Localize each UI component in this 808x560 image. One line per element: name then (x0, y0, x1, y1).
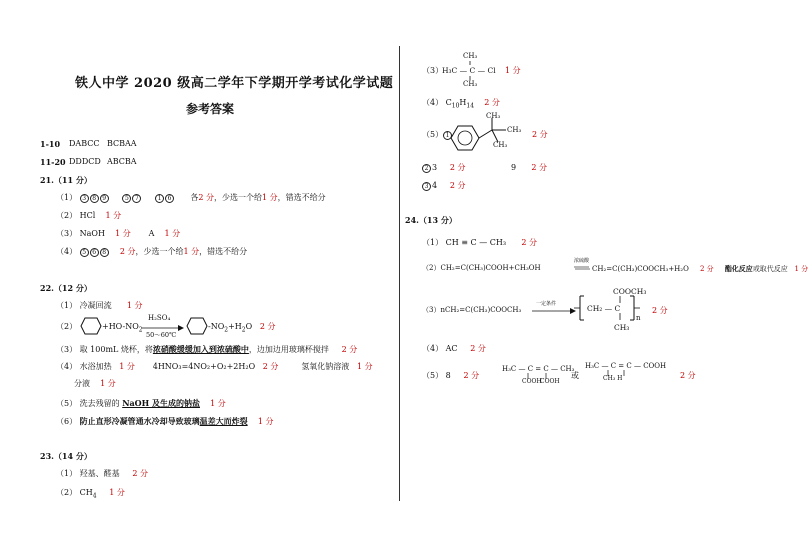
r3-ch3-top: CH₃ (463, 52, 478, 60)
circled-number: 8 (90, 194, 99, 203)
q24-r4-no: （4） (422, 344, 444, 353)
q24-r5-f1b: COOH (522, 378, 542, 385)
score: 1 分 (505, 66, 521, 75)
q21-row1 (56, 193, 326, 203)
q23-r1-answer: 羟基、醛基 (79, 469, 120, 478)
circled-number: 5 (80, 248, 89, 257)
q24-r2-alt: 或取代反应 (752, 265, 788, 273)
score: 2 分 (699, 265, 714, 273)
q22-r4-answer3: 氢氧化钠溶液 (301, 362, 350, 371)
q21-r2-answer: HCl (79, 211, 96, 220)
q22-row6 (56, 416, 273, 427)
r5b-extra-value: 9 (511, 163, 517, 172)
benzene-ring-icon (80, 317, 102, 335)
circled-number: 3 (80, 194, 89, 203)
q23-row2 (56, 488, 125, 502)
q24-r5-f2b: CH₃ H (603, 375, 623, 382)
q24-r3-n: n (636, 314, 641, 322)
r4-answer: C (445, 98, 452, 107)
q24-row3 (422, 306, 521, 315)
subscript: 10 (451, 102, 460, 110)
q21-r1-group3 (155, 193, 175, 202)
q23-r2-no: （2） (56, 488, 78, 497)
q21-row4 (56, 247, 247, 257)
q22-row3 (56, 344, 357, 355)
page-subtitle: 参考答案 (186, 102, 235, 116)
score: 2 分 (341, 345, 358, 354)
q24-r5-or: 或 (571, 371, 579, 380)
q24-r4-answer: AC (445, 344, 458, 353)
score: 1 分 (100, 379, 116, 388)
product-tail: +H (228, 322, 242, 331)
circled-number: 9 (100, 194, 109, 203)
r5b-row (422, 163, 465, 173)
q22-r1-no: （1） (56, 301, 78, 310)
subscript: 2 (241, 326, 246, 334)
q21-r1-text2: ，少选一个给 (213, 193, 262, 202)
q22-r5-key: NaOH 及生成的钠盐 (122, 398, 200, 408)
q22-r3-text3: ，边加边用玻璃杯搅拌 (248, 345, 329, 354)
mc-label-1: 1-10 (40, 139, 61, 149)
r5-ch3-right: CH₃ (507, 126, 522, 134)
q22-row1 (56, 301, 143, 311)
benzene-ring-icon (186, 317, 208, 335)
q21-r1-group2 (122, 193, 142, 202)
score: 2 分 (531, 163, 547, 172)
r5-ch3-bottom: CH₃ (493, 141, 508, 149)
q21-r4-text1: ，少选一个给 (135, 247, 184, 256)
q24-r2-key: 酯化反应 (724, 264, 753, 273)
score: 2 分 (532, 130, 548, 139)
q21-r1-text1: 各 (190, 193, 199, 202)
score: 1 分 (105, 211, 122, 220)
score: 1 分 (356, 362, 373, 371)
q22-r3-text1: 取 100mL 烧杯，将 (79, 345, 153, 354)
r4-row (422, 98, 500, 112)
q21-r1-text3: ，错选不给分 (277, 193, 326, 202)
q22-r4b-answer: 分液 (74, 379, 90, 388)
circled-number: 5 (122, 194, 131, 203)
score: 2 分 (463, 371, 480, 380)
q24-r2-cond: 浓硫酸 (574, 258, 590, 264)
circled-number: 3 (422, 182, 431, 191)
score: 1 分 (183, 247, 200, 256)
q24-r1-no: （1） (422, 238, 444, 247)
reaction-arrow-icon (532, 308, 576, 314)
q21-r3-answer1: NaOH (79, 229, 105, 238)
q21-row2 (56, 211, 121, 221)
score: 1 分 (164, 229, 181, 238)
score: 2 分 (198, 193, 214, 202)
r4-no: （4） (422, 98, 444, 107)
score: 1 分 (261, 193, 278, 202)
q21-r1-no: （1） (56, 193, 78, 202)
score: 2 分 (259, 322, 276, 331)
equilibrium-arrow-icon (574, 265, 590, 271)
score: 1 分 (794, 265, 808, 273)
q24-r5-no: （5） (422, 371, 444, 380)
r5-no: （5） (422, 130, 444, 139)
circled-number: 6 (165, 194, 174, 203)
q24-r3-bottom: CH₃ (614, 323, 630, 332)
q22-r4-no: （4） (56, 362, 78, 371)
q24-r5-f2a: H₃C — C = C — COOH (585, 362, 667, 370)
reagent: +HO-NO (102, 322, 139, 331)
score: 2 分 (470, 344, 486, 353)
score: 1 分 (126, 301, 143, 310)
oxygen: O (245, 322, 253, 331)
q21-heading: 21.（11 分） (40, 175, 92, 185)
q22-r6-no: （6） (56, 417, 78, 426)
q21-row3 (56, 229, 180, 239)
column-divider (399, 46, 400, 501)
q22-r2-product (208, 322, 275, 336)
q24-r3-equation: nCH₂=C(CH₃)COOCH₃ (440, 306, 522, 314)
page-title: 铁人中学 2020 级高二学年下学期开学考试化学试题 (75, 76, 394, 91)
subscript: 4 (92, 492, 97, 500)
r5c-row (422, 181, 465, 191)
r5c-answer: 4 (432, 181, 438, 190)
q24-r5-f1c: COOH (540, 378, 560, 385)
q24-row2 (422, 264, 541, 273)
q22-r5-text1: 洗去残留的 (79, 399, 123, 408)
q24-r5-f1a: H₃C — C = C — CH₃ (502, 365, 575, 373)
q21-r4-no: （4） (56, 247, 78, 256)
q24-r2-equation: CH₂=C(CH₃)COOH+CH₃OH (440, 264, 541, 272)
q23-row1 (56, 469, 148, 479)
score: 2 分 (262, 362, 279, 371)
q22-r2-no: （2） (56, 322, 78, 331)
q24-r3-no: （3） (422, 306, 441, 314)
mc-answers-2b: ABCBA (107, 157, 137, 166)
score: 2 分 (680, 371, 696, 380)
q24-row5 (422, 371, 479, 381)
q22-r3-no: （3） (56, 345, 78, 354)
q24-r3-cond: 一定条件 (536, 301, 557, 307)
q24-r3-top: COOCH₃ (613, 287, 647, 296)
score: 2 分 (484, 98, 500, 107)
q22-r4-answer1: 水浴加热 (79, 362, 112, 371)
r5b-extra (511, 163, 547, 173)
q22-r6-key: 温差大而炸裂 (199, 416, 248, 426)
q24-row4 (422, 344, 486, 354)
q22-row5 (56, 398, 226, 409)
q21-r3-answer2: A (148, 229, 155, 238)
q22-row4b (74, 379, 116, 389)
mc-label-2: 11-20 (40, 157, 66, 167)
score: 1 分 (119, 362, 135, 371)
circled-number: 2 (422, 164, 431, 173)
q22-r2-reagent (102, 322, 143, 336)
q22-r1-answer: 冷凝回流 (79, 301, 112, 310)
r5-row (422, 130, 453, 140)
q24-r5-answer: 8 (445, 371, 451, 380)
q22-r2-cond-bottom: 50～60℃ (146, 331, 177, 339)
circled-number: 6 (90, 248, 99, 257)
circled-number: 8 (100, 248, 109, 257)
score: 2 分 (119, 247, 136, 256)
q24-r2-no: （2） (422, 264, 441, 272)
score: 2 分 (449, 163, 466, 172)
q23-r1-no: （1） (56, 469, 78, 478)
r3-ch3-bottom: CH₃ (463, 80, 478, 88)
q24-r2-equation2: CH₂=C(CH₃)COOCH₃+H₂O (592, 265, 689, 273)
mc-answers-1a: DABCC (69, 139, 100, 148)
r3-formula: H₃C — C — Cl (442, 66, 496, 75)
circled-number: 1 (155, 194, 164, 203)
subscript: 14 (466, 102, 475, 110)
product: -NO (208, 322, 225, 331)
r5b-answer: 3 (432, 163, 438, 172)
q22-r6-text1: 防止直形冷凝管通水冷却导致玻璃 (79, 416, 200, 426)
q22-heading: 22.（12 分） (40, 283, 92, 293)
score: 1 分 (257, 417, 274, 426)
subscript: 2 (224, 326, 229, 334)
r4-h: H (459, 98, 467, 107)
q24-r3-chain: CH₂ — C (587, 304, 621, 313)
mc-answers-1b: BCBAA (107, 139, 137, 148)
score: 2 分 (449, 181, 466, 190)
q21-r1-group1 (80, 193, 110, 202)
subscript: 2 (138, 326, 143, 334)
score: 1 分 (210, 399, 226, 408)
score: 1 分 (115, 229, 131, 238)
q22-row4 (56, 362, 373, 372)
q22-r2-cond-top: H₂SO₄ (148, 314, 171, 322)
q21-r3-no: （3） (56, 229, 78, 238)
q21-r2-no: （2） (56, 211, 78, 220)
q24-heading: 24.（13 分） (405, 215, 457, 225)
q22-r4-answer2: 4HNO₃=4NO₂+O₂+2H₂O (152, 362, 256, 371)
bond-lines (468, 60, 472, 82)
mc-answers-2a: DDDCD (69, 157, 101, 166)
score: 1 分 (109, 488, 125, 497)
q22-r5-no: （5） (56, 399, 78, 408)
q23-heading: 23.（14 分） (40, 451, 92, 461)
score: 2 分 (521, 238, 537, 247)
q24-r1-answer: CH ≡ C — CH₃ (445, 238, 507, 247)
score: 2 分 (132, 469, 148, 478)
q22-r3-key: 浓硝酸缓缓加入到浓硫酸中 (152, 344, 249, 354)
q23-r2-answer: CH (79, 488, 93, 497)
q24-row1 (422, 238, 537, 248)
q21-r4-text2: ，错选不给分 (199, 247, 248, 256)
r3-no: （3） (422, 66, 444, 75)
circled-number: 1 (443, 131, 452, 140)
circled-number: 7 (132, 194, 141, 203)
score: 2 分 (652, 306, 668, 315)
r5-ch3-top: CH₃ (486, 112, 501, 120)
q24-r2-product (592, 264, 808, 274)
